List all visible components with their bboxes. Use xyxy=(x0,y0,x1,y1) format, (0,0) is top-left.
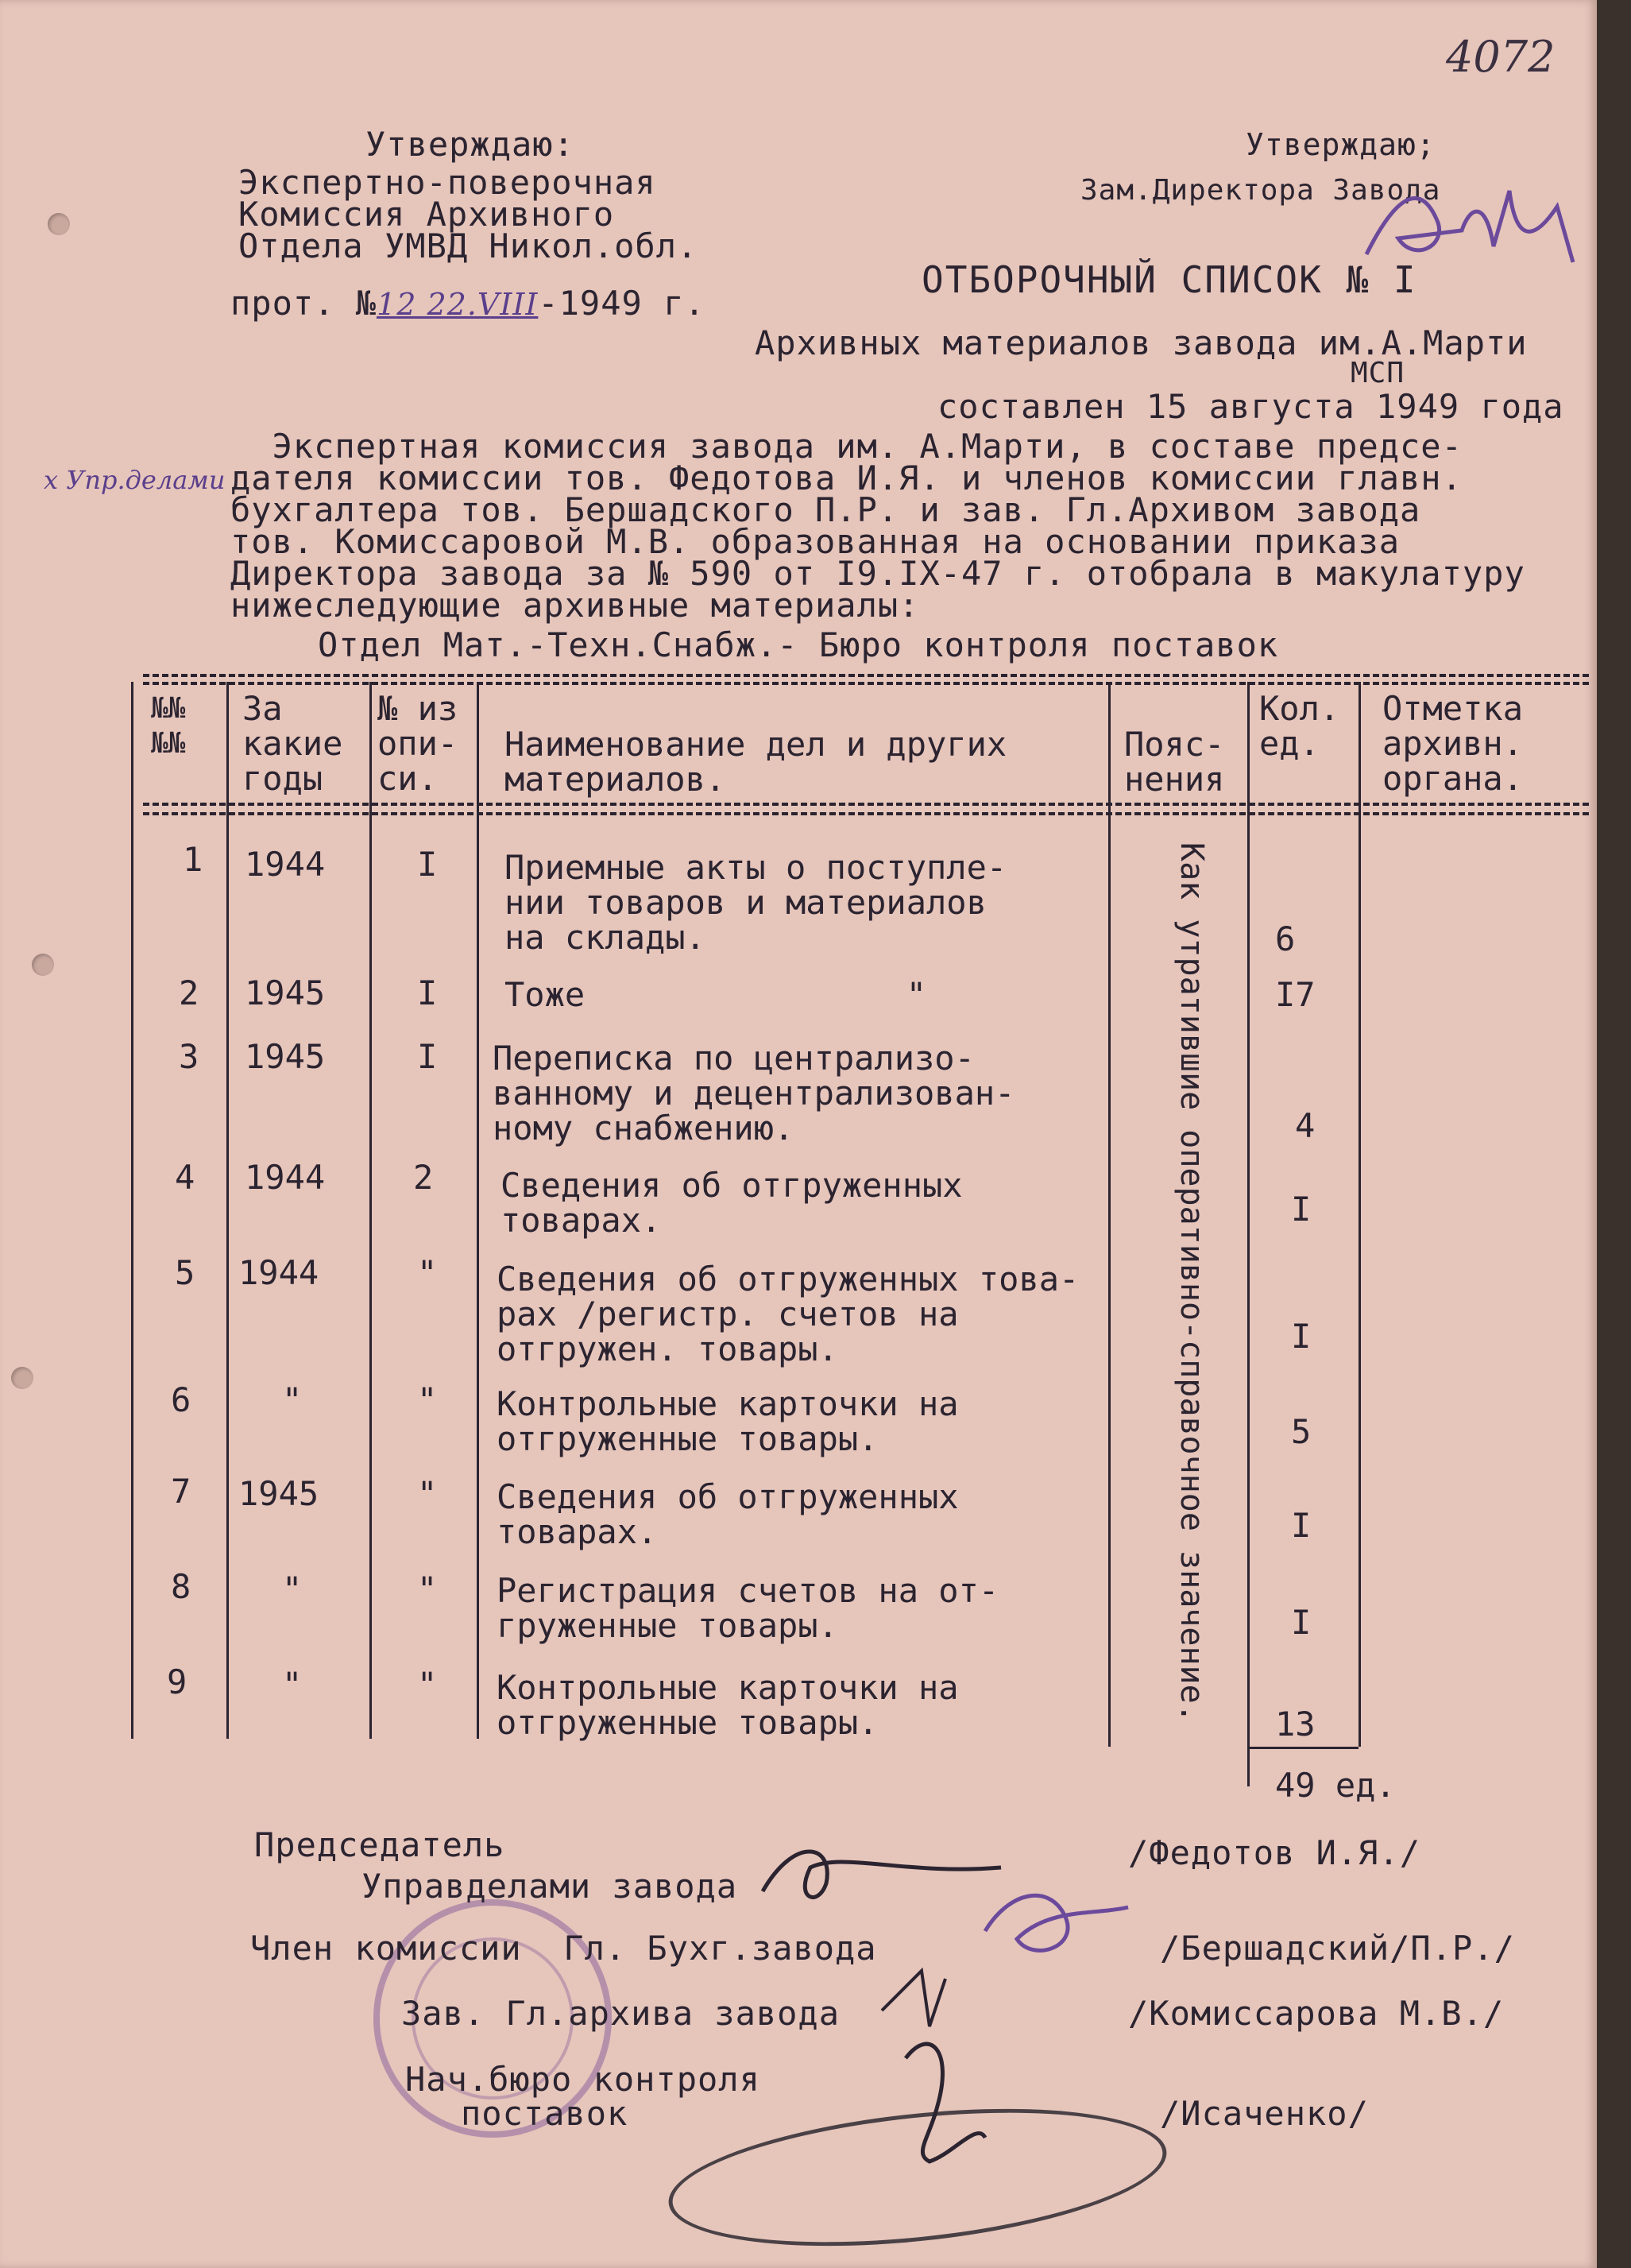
row-list: " xyxy=(417,1665,438,1704)
row-qty: 5 xyxy=(1291,1412,1312,1451)
column-divider xyxy=(477,682,479,1739)
total-rule xyxy=(1247,1747,1359,1749)
row-qty: 4 xyxy=(1295,1106,1316,1145)
protocol-line xyxy=(230,286,705,322)
row-name: Контрольные карточки на отгруженные товары. xyxy=(497,1384,959,1458)
row-num: 3 xyxy=(179,1037,199,1076)
row-qty: I xyxy=(1291,1506,1312,1545)
row-num: 2 xyxy=(179,973,199,1012)
signature-role: Председатель xyxy=(254,1825,505,1864)
row-list: I xyxy=(417,1037,438,1076)
row-name: Сведения об отгруженных товарах. xyxy=(501,1166,963,1240)
header-qty: Кол. ед. xyxy=(1259,689,1340,763)
document-title: ОТБОРОЧНЫЙ СПИСОК № I xyxy=(922,258,1417,301)
row-year: " xyxy=(282,1380,303,1419)
signature-role: Нач.бюро контроля xyxy=(405,2060,760,2099)
protocol-prefix: прот. № xyxy=(230,284,377,323)
row-year: 1944 xyxy=(238,1253,319,1292)
signature-name: /Федотов И.Я./ xyxy=(1128,1833,1421,1872)
row-year: 1945 xyxy=(245,973,326,1012)
protocol-suffix: -1949 г. xyxy=(538,284,705,323)
punch-hole xyxy=(48,213,70,235)
left-approval-line3: Комиссия Архивного xyxy=(238,195,615,234)
signatures-scribble xyxy=(747,1820,1192,2265)
row-name: Регистрация счетов на от- груженные товары. xyxy=(497,1571,999,1645)
row-qty: I xyxy=(1291,1190,1312,1229)
row-num: 1 xyxy=(183,840,203,879)
intro-line: тов. Комиссаровой М.В. образованная на основании приказа xyxy=(230,522,1401,561)
header-mark: Отметка архивн. органа. xyxy=(1382,689,1524,798)
row-year: 1945 xyxy=(245,1037,326,1076)
signature-role: поставок xyxy=(461,2094,628,2133)
row-name: Переписка по централизо- ванному и децентрализован- ному снабжению. xyxy=(493,1039,1015,1148)
signature-name: /Бершадский/П.Р./ xyxy=(1160,1929,1515,1968)
signature-role: Управделами завода xyxy=(361,1867,738,1906)
table-header-rule xyxy=(143,803,1589,806)
row-year: 1944 xyxy=(245,1158,326,1197)
row-name: Приемные акты о поступле- нии товаров и материалов на склады. xyxy=(504,848,1007,957)
row-list: " xyxy=(417,1380,438,1419)
scan-background-edge xyxy=(1597,0,1631,2268)
margin-note: х Упр.делами xyxy=(44,465,226,495)
row-list: I xyxy=(417,973,438,1012)
intro-line: Экспертная комиссия завода им. А.Марти, в составе предсе- xyxy=(230,427,1463,466)
signature-role: Зав. Гл.архива завода xyxy=(401,1994,841,2033)
left-approval-line2: Экспертно-поверочная xyxy=(238,163,656,202)
row-year: " xyxy=(282,1665,303,1704)
column-divider xyxy=(1359,682,1361,1747)
row-num: 8 xyxy=(171,1567,191,1606)
row-name: Сведения об отгруженных товарах. xyxy=(497,1477,959,1551)
left-approval-line1: Утверждаю: xyxy=(365,125,574,164)
row-name: Тоже " xyxy=(504,975,927,1014)
row-name: Контрольные карточки на отгруженные товары. xyxy=(497,1668,959,1742)
row-num: 6 xyxy=(171,1380,191,1419)
left-approval-line4: Отдела УМВД Никол.обл. xyxy=(238,226,698,265)
intro-line: дателя комиссии тов. Федотова И.Я. и членов комиссии главн. xyxy=(230,459,1463,497)
row-list: I xyxy=(417,845,438,884)
table-header-rule xyxy=(143,812,1589,815)
punch-hole xyxy=(11,1367,33,1389)
department-line: Отдел Мат.-Техн.Снабж.- Бюро контроля поставок xyxy=(318,625,1279,664)
signature-name: /Исаченко/ xyxy=(1160,2094,1369,2133)
column-divider xyxy=(1247,682,1250,1786)
row-num: 4 xyxy=(175,1158,195,1197)
header-years: За какие годы xyxy=(242,689,343,798)
row-list: " xyxy=(417,1474,438,1513)
right-approval-line2: Зам.Директора Завода xyxy=(1080,174,1441,207)
row-year: 1944 xyxy=(245,845,326,884)
table-top-rule xyxy=(143,682,1589,685)
row-list: 2 xyxy=(413,1158,434,1197)
column-divider xyxy=(1108,682,1111,1747)
intro-line: Директора завода за № 590 от I9.IX-47 г. отобрала в макулатуру xyxy=(230,554,1525,593)
header-list-no: № из опи- си. xyxy=(377,689,458,798)
table-total: 49 ед. xyxy=(1275,1766,1396,1805)
protocol-handwritten: 12 22.VIII xyxy=(377,287,539,322)
document-subtitle: Архивных материалов завода им.А.Марти xyxy=(755,323,1528,362)
signature-name: /Комиссарова М.В./ xyxy=(1128,1994,1505,2033)
column-divider xyxy=(226,682,229,1739)
header-name: Наименование дел и других материалов. xyxy=(504,725,1007,799)
column-divider xyxy=(131,682,133,1739)
row-qty: I xyxy=(1291,1603,1312,1642)
signature-role: Член комиссии Гл. Бухг.завода xyxy=(250,1929,877,1968)
right-approval-line1: Утверждаю; xyxy=(1246,127,1436,162)
row-year: " xyxy=(282,1569,303,1608)
header-num: №№ №№ xyxy=(151,692,186,760)
column-divider xyxy=(369,682,372,1739)
row-qty: 6 xyxy=(1275,919,1296,958)
row-qty: I7 xyxy=(1275,975,1316,1014)
archive-number: 4072 xyxy=(1446,32,1556,82)
intro-line: бухгалтера тов. Бершадского П.Р. и зав. Гл.Архивом завода xyxy=(230,490,1421,529)
punch-hole xyxy=(32,954,54,976)
row-list: " xyxy=(417,1253,438,1292)
row-num: 5 xyxy=(175,1253,195,1292)
date-line: составлен 15 августа 1949 года xyxy=(937,387,1564,426)
intro-line: нижеследующие архивные материалы: xyxy=(230,586,920,625)
row-list: " xyxy=(417,1569,438,1608)
notes-vertical: Как утратившие оперативно-справочное значение. xyxy=(1173,842,1210,1723)
table-top-rule xyxy=(143,674,1589,677)
row-num: 7 xyxy=(171,1472,191,1511)
row-num: 9 xyxy=(167,1662,187,1701)
row-qty: I xyxy=(1291,1317,1312,1356)
row-year: 1945 xyxy=(238,1474,319,1513)
row-name: Сведения об отгруженных това- рах /регистр. счетов на отгружен. товары. xyxy=(497,1260,1080,1368)
header-notes: Пояс- нения xyxy=(1124,725,1225,799)
row-qty: 13 xyxy=(1275,1705,1316,1744)
subtitle-extra: МСП xyxy=(1351,357,1405,389)
